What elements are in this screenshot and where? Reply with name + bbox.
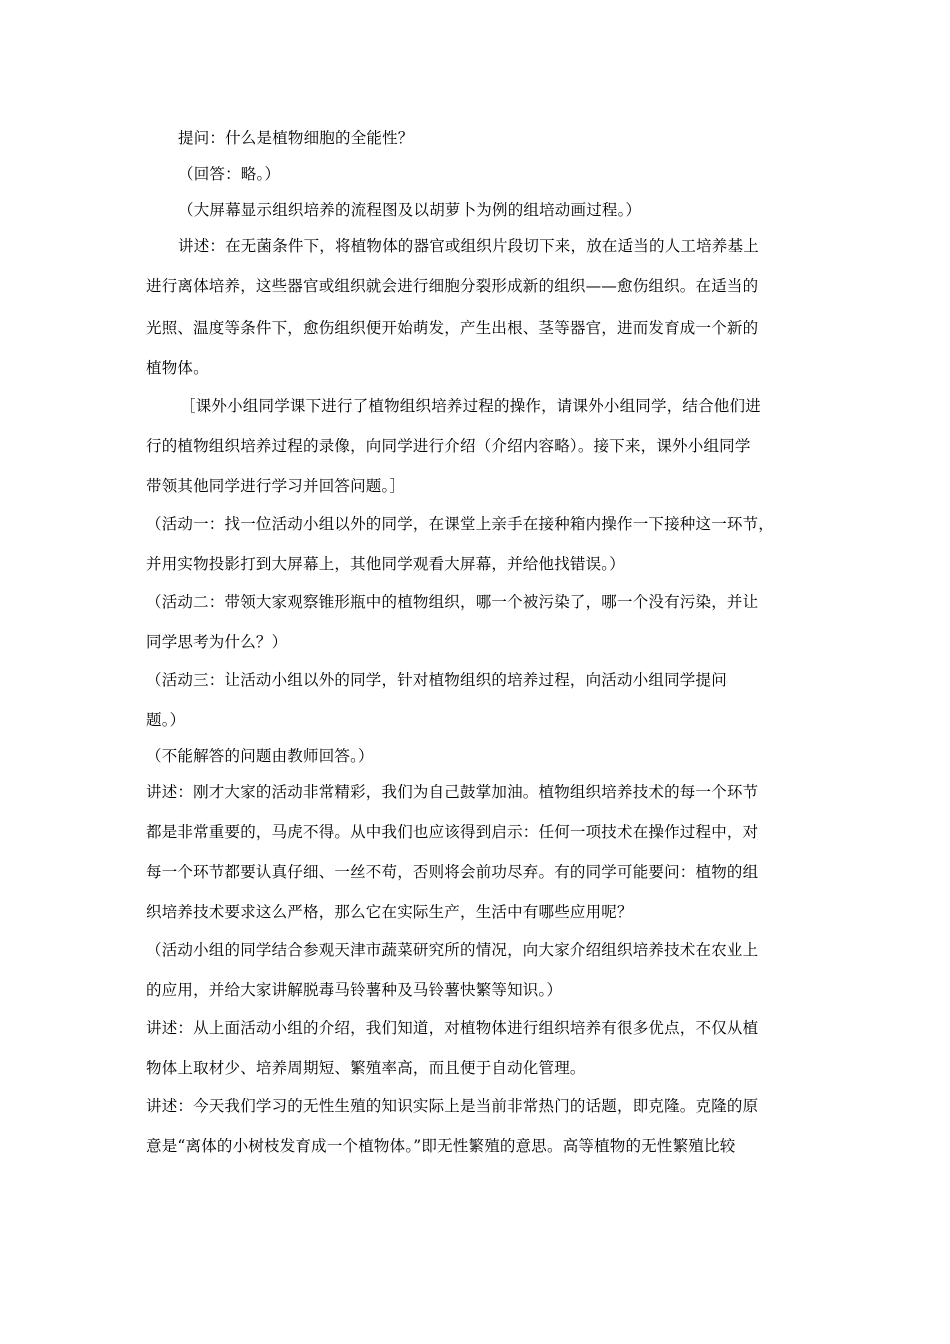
text-line: 都是非常重要的，马虎不得。从中我们也应该得到启示：任何一项技术在操作过程中，对 bbox=[146, 823, 759, 841]
text-line: 物体上取材少、培养周期短、繁殖率高，而且便于自动化管理。 bbox=[146, 1059, 586, 1077]
text-line: 讲述：在无菌条件下，将植物体的器官或组织片段切下来，放在适当的人工培养基上 bbox=[178, 237, 759, 255]
text-line: 的应用，并给大家讲解脱毒马铃薯种及马铃薯快繁等知识。） bbox=[146, 981, 563, 999]
text-line: （活动三：让活动小组以外的同学，针对植物组织的培养过程，向活动小组同学提问 bbox=[146, 671, 727, 689]
text-line: ［课外小组同学课下进行了植物组织培养过程的操作，请课外小组同学，结合他们进 bbox=[180, 397, 761, 415]
text-line: 进行离体培养，这些器官或组织就会进行细胞分裂形成新的组织——愈伤组织。在适当的 bbox=[146, 277, 759, 295]
text-line: 植物体。 bbox=[146, 359, 209, 377]
text-line: 同学思考为什么？） bbox=[146, 633, 288, 651]
text-line: 并用实物投影打到大屏幕上，其他同学观看大屏幕，并给他找错误。） bbox=[146, 555, 625, 573]
text-line: 提问：什么是植物细胞的全能性？ bbox=[178, 129, 414, 147]
text-line: 题。） bbox=[146, 711, 186, 729]
text-line: 讲述：今天我们学习的无性生殖的知识实际上是当前非常热门的话题，即克隆。克隆的原 bbox=[146, 1097, 759, 1115]
text-line: （不能解答的问题由教师回答。） bbox=[146, 747, 374, 765]
text-line: 每一个环节都要认真仔细、一丝不苟，否则将会前功尽弃。有的同学可能要问：植物的组 bbox=[146, 863, 759, 881]
text-line: （大屏幕显示组织培养的流程图及以胡萝卜为例的组培动画过程。） bbox=[178, 201, 642, 219]
text-line: 带领其他同学进行学习并回答问题。］ bbox=[146, 477, 406, 495]
text-line: 意是“离体的小树枝发育成一个植物体。”即无性繁殖的意思。高等植物的无性繁殖比较 bbox=[146, 1137, 736, 1155]
text-line: 行的植物组织培养过程的录像，向同学进行介绍（介绍内容略）。接下来，课外小组同学 bbox=[146, 437, 751, 455]
text-line: （活动一：找一位活动小组以外的同学，在课堂上亲手在接种箱内操作一下接种这一环节， bbox=[146, 515, 775, 533]
text-line: 织培养技术要求这么严格，那么它在实际生产，生活中有哪些应用呢？ bbox=[146, 903, 633, 921]
text-line: （活动小组的同学结合参观天津市蔬菜研究所的情况，向大家介绍组织培养技术在农业上 bbox=[146, 941, 759, 959]
text-line: 讲述：刚才大家的活动非常精彩，我们为自己鼓掌加油。植物组织培养技术的每一个环节 bbox=[146, 783, 759, 801]
text-line: （回答：略。） bbox=[178, 165, 281, 183]
text-line: （活动二：带领大家观察锥形瓶中的植物组织，哪一个被污染了，哪一个没有污染，并让 bbox=[146, 593, 759, 611]
text-line: 光照、温度等条件下，愈伤组织便开始萌发，产生出根、茎等器官，进而发育成一个新的 bbox=[146, 319, 759, 337]
text-line: 讲述：从上面活动小组的介绍，我们知道，对植物体进行组织培养有很多优点，不仅从植 bbox=[146, 1019, 759, 1037]
